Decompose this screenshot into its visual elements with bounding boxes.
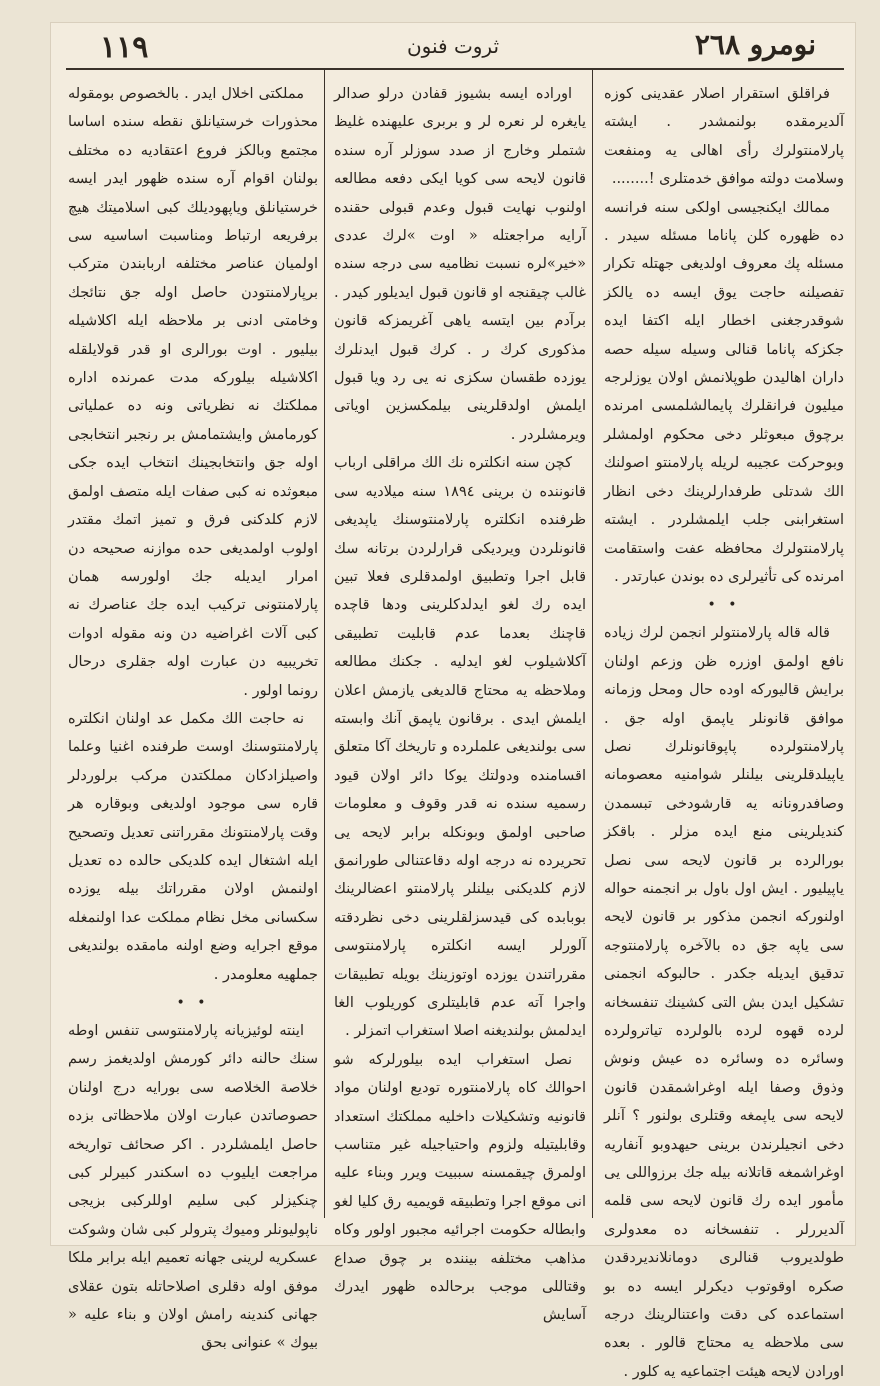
paragraph: فراقلق استقرار اصلار عقدینی کوزه آلدیرمقده بولنمشدر . ایشته پارلامنتولرك رأی اهالی یه ومنفعت وسلامت دولته موافق خدمتلری !........: [604, 86, 844, 188]
text-column-left: [68, 80, 318, 1352]
paragraph: نه حاجت الك مکمل عد اولنان انکلتره پارلامنتوسنك اوست طرفنده اغنیا وعلما واصیلزادکان مملکتدن مرکب برلوردلر قاره سی موجود اولدیغی وبوقاره هر وقت پارلامنتونك مقرراتنی تعدیل وتصحیح ایله اشتغال ایده کلدیکی حالده ده تعدیل اولنمش اولان مقرراتك بیله یوزده سکسانی مخل نظام مملکت عدا اولنمغله موقع اجرایه وضع اولنه مامقده بولندیغی جملهیه معلومدر .: [68, 710, 318, 983]
journal-title: ثروت فنون: [406, 34, 500, 58]
paragraph: قاله قاله پارلامنتولر انجمن لرك زیاده نافع اولمق اوزره ظن وزعم اولنان برایش قالیورکه اوده حال ومحل وزمانه موافق قانونلر یاپمق اوله جق . پارلامنتولرده پاپوقانونلرك نصل یاپیلدقلرینی بیلنلر شوامنیه معصومانه وصافدرونانه یه قارشودخی تبسمدن کندیلرینی منع ایده مزلر . باقکز بورالرده بر قانون لایحه سی نصل یاپیلیور . ایش اول باول بر انجمنه حواله اولنورکه انجمن مذکور بر قانون لایحه سی یاپه جق ده بالآخره پارلامنتوجه تدقیق ایدیله جکدر . حالبوکه انجمنی تشکیل ایدن بش التی کشینك تنفسخانه لرده قهوه لرده بالولرده تیاترولرده وسائره ده وسائره ده عیش ونوش وذوق وصفا ایله اوغراشمقدن قانون لایحه سی یاپمغه وقتلری بولنور ؟ آنلر دخی انجیلرندن برینی حیهدوبو آنفاریه اوغراشمغه قاتلانه بیله جك برزواللی یی مأمور ایده رك قانون لایحه سی قلمه آلدیررلر . تنفسخانه ده معدولری طولدیروب قنالری دومانلاندیردقدن صکره اوقوتوب دیکرلر ایسه ده بو استماعده کی دقت واعتنالرینك درجه سی ملاحظه یه محتاج قالور . بعده اورادن لایحه هیئت اجتماعیه یه کلور .: [604, 625, 844, 1380]
paragraph: کچن سنه انکلتره نك الك مراقلی ارباب قانوننده ن برینی ١٨٩٤ سنه میلادیه سی ظرفنده انکلتره پارلامنتوسنك یاپدیغی قانونلردن ویردیکی قرارلردن برتانه سك قابل اجرا وتطبیق اولمدقلری فعلا تبین ایده رك لغو ایدلدکلرینی ودها قاچده قاچنك بعدما عدم قابلیت تطبیقی آکلاشیلوب لغو ایدلیه . جکنك مطالعه وملاحظه یه محتاج قالدیغی یازمش اعلان ایلمش ایدی . برقانون یاپمق آنك وابسته سی بولندیغی علملرده و تاریخك آکا متعلق اقسامنده ودولتك یوکا دائر اولان قیود رسمیه سنده نه قدر وقوف و معلومات صاحبی اولمق وبونکله برابر لایحه یی تحریرده نه درجه اوله دقاعتنالی طورانمق لازم کلدیکنی بیلنلر پارلامنتو اعضالرینك بوبابده کی قیدسزلقلرینی دخی نظردقته آلورلر ایسه انکلتره پارلامنتوسی مقرراتندن یوزده اوتوزینك بویله تطبیقات واجرا آته عدم قابلیتلری کوریلوب الغا ایدلمش بولندیغنه اصلا استغراب اتمزلر .: [334, 455, 586, 1040]
issue-number: نومرو ٢٦٨: [694, 28, 816, 61]
text-column-right: [604, 80, 844, 1380]
paragraph: اوراده ایسه بشیوز قفادن درلو صدالر یایغره لر نعره لر و بربری علیهنده غلیظ شتملر وخارج از صدد سوزلر آره سنده قانون لایحه سی کویا ایکی دفعه مطالعه اولنوب نهایت قبول وعدم قبولی حقنده آرایه مراجعتله « اوت »لرك عددی «خیر»لره نسبت نظامیه سی درجه سنده غالب چیقنجه او قانون قبول ایدیلور کیدر . برآدم بین ایتسه یاهی آغریمزکه قانون مذکوری کرك ر . کرك قبول ایدنلرك یوزده طقسان سکزی نه یی رد ویا قبول ایلمش اولدقلرینی بیلمکسزین اویاتی ویرمشلردر .: [334, 86, 586, 443]
page-number: ١١٩: [100, 30, 149, 65]
paragraph: مملکتی اخلال ایدر . بالخصوص بومقوله محذورات خرستیانلق نقطه سنده اساسا مجتمع وبالکز فروع اعتقادیه ده مختلف بولنان اقوام آره سنده ظهور ایدر ایسه خرستیانلق ویاپهودیلك کبی اسلامیتك هیچ برفریعه ارتباط ومناسبت اساسیه سی اولمیان عناصر مختلفه اربابندن مترکب برپارلامنتودن حاصل اوله جق نتائجك وخامتی ادنی بر ملاحظه ایله اکلاشیله بیلیور . اوت بورالری او قدر قولایلقله اکلاشیله بیلورکه مدت عمرنده اداره مملکتك نه نظریاتی ونه ده عملیاتی کورمامش وایشتمامش بر رنجبر انتخابجی اوله جق وانتخابجینك انتخاب ایده جکی مبعوثده نه کبی صفات ایله متصف اولمق لازم کلدکنی فرق و تمیز اتمك مقتدر اولوب اولمدیغی حده موازنه صحیحه دن امرار ایدیله جك اولورسه همان پارلامنتونی ترکیب ایده جك عناصرك نه کبی آلات اغراضیه دن ونه مقوله ادوات تخریبیه دن عبارت اوله جقلری درحال رونما اولور .: [68, 86, 318, 699]
header-rule: [66, 68, 844, 70]
section-separator: • •: [707, 597, 741, 614]
paragraph: نصل استغراب ایده بیلورلرکه شو احوالك کاه پارلامنتوره تودیع اولنان مواد قانونیه وتشکیلات داخلیه مملکتك استعداد وقابلیتیله ولزوم واحتیاجیله غیر متناسب اولمرق چیقمسنه سببیت ویرر وبناء علیه انی موقع اجرا وتطبیقه قویمیه رق کلیا لغو وابطاله حکومت اجرائیه مجبور اولور وکاه مذاهب مختلفه بیننده بر چوق صداع وقتاللی موجب برحالده ظهور ایدرك آسایش: [334, 1051, 586, 1324]
section-separator: • •: [176, 995, 210, 1011]
text-column-middle: [334, 80, 586, 1324]
paragraph: اینته لوئیزیانه پارلامنتوسی تنفس اوطه سنك حالنه دائر کورمش اولدیغمز رسم خلاصة الخلاصه سی بورایه درج اولنان حصوصاتدن عبارت اولان ملاحظاتی بزده حاصل ایلمشلردر . اکر صحائف تواریخه مراجعت ایلیوب ده اسکندر کبیرلر کبی چنکیزلر کبی سلیم اوللرکبی بزیجی ناپولیونلر ومیوك پترولر کبی شان وشوکت عسکریه لرینی جهانه تعمیم ایله برابر ملکا موفق اوله دقلری اصلاحاتله بتون عقلای جهانی کندینه رامش اولان و بناء علیه « بیوك » عنوانی بحق: [68, 1023, 318, 1352]
paragraph: ممالك ایکنجیسی اولکی سنه فرانسه ده ظهوره کلن پاناما مسئله سیدر . مسئله پك معروف اولدیغی جهتله تکرار تفصیلنه حاجت یوق ایسه ده یالکز شوقدرجغنی اخطار ایله اکتفا ایده جکزکه پاناما قنالی وسیله سیله حصه داران اهالیدن طوپلانمش اولان یوزلرجه میلیون فرانقلرك پایمالشلمسی امرنده برچوق مبعوثلر دخی محکوم اولمشلر وبوحرکت عجیبه لریله پارلامنتو اصولنك الك شدتلی طرفدارلرینك دخی انظار استغرابنی جلب ایلمشلردر . ایشته پارلامنتولرك محافظه عفت واستقامت امرنده کی تأثیرلری ده بوندن عبارتدر .: [604, 199, 844, 585]
column-divider-left: [324, 68, 325, 1218]
column-divider-right: [592, 68, 593, 1218]
